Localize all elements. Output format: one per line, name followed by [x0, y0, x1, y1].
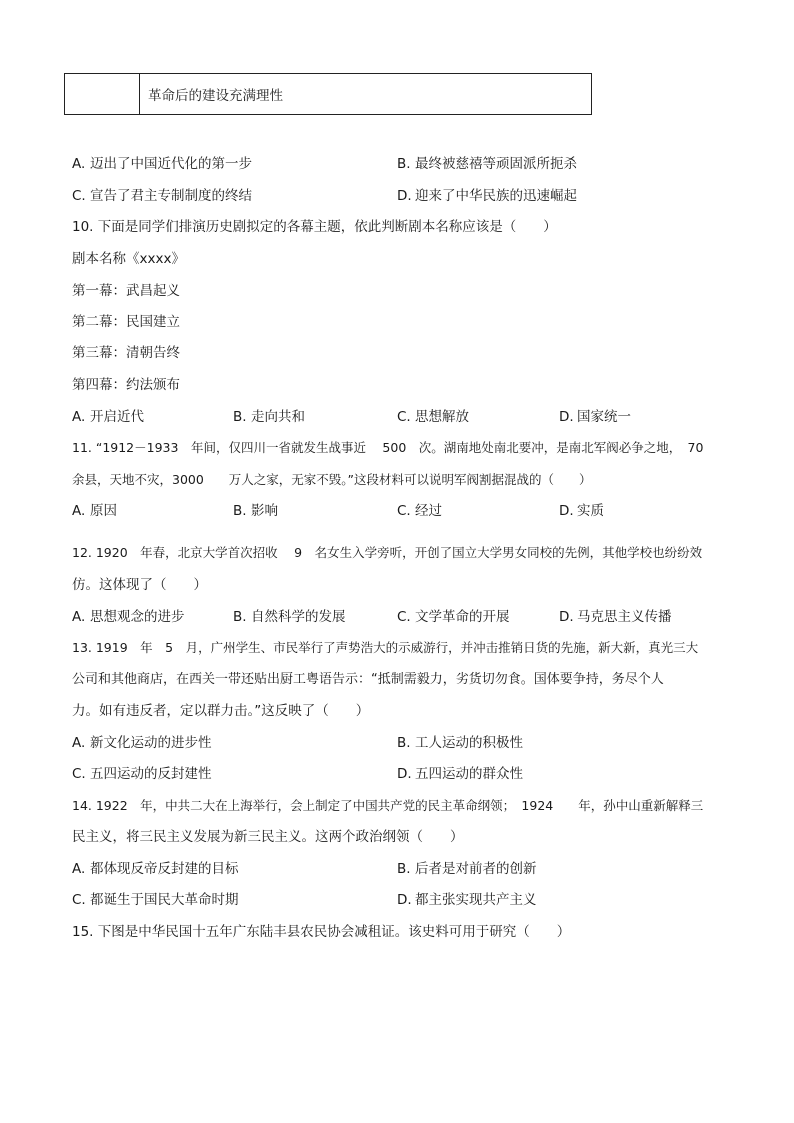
q10-option-d[interactable]: D. 国家统一: [559, 409, 631, 425]
q11-option-b[interactable]: B. 影响: [233, 503, 278, 519]
q14-option-b[interactable]: B. 后者是对前者的创新: [397, 861, 537, 877]
q11-option-c[interactable]: C. 经过: [397, 503, 442, 519]
q10-option-c[interactable]: C. 思想解放: [397, 409, 469, 425]
q13-stem-line-2: 公司和其他商店，在西关一带还贴出厨工粤语告示：“抵制需毅力，劣货切勿食。国体要争持，务尽个人: [72, 672, 664, 687]
q12-stem-line-1: 12. 1920 年春，北京大学首次招收 9 名女生入学旁听，开创了国立大学男女同校的先例，其他学校也纷纷效: [72, 545, 703, 560]
q13-option-a[interactable]: A. 新文化运动的进步性: [72, 735, 212, 751]
q13-option-c[interactable]: C. 五四运动的反封建性: [72, 766, 212, 782]
q13-option-b[interactable]: B. 工人运动的积极性: [397, 735, 523, 751]
q12-option-c[interactable]: C. 文学革命的开展: [397, 609, 510, 625]
table-row-text: 革命后的建设充满理性: [148, 88, 283, 104]
q9-option-c[interactable]: C. 宣告了君主专制制度的终结: [72, 188, 252, 204]
q10-option-b[interactable]: B. 走向共和: [233, 409, 305, 425]
q10-stem: 10. 下面是同学们排演历史剧拟定的各幕主题，依此判断剧本名称应该是（ ）: [72, 219, 557, 235]
q10-option-a[interactable]: A. 开启近代: [72, 409, 144, 425]
q11-option-a[interactable]: A. 原因: [72, 503, 117, 519]
q14-option-d[interactable]: D. 都主张实现共产主义: [397, 892, 537, 908]
q9-option-d[interactable]: D. 迎来了中华民族的迅速崛起: [397, 188, 577, 204]
comparison-table: [64, 73, 592, 115]
q14-option-c[interactable]: C. 都诞生于国民大革命时期: [72, 892, 239, 908]
table-cell-empty: [65, 74, 140, 114]
q14-stem-line-1: 14. 1922 年，中共二大在上海举行，会上制定了中国共产党的民主革命纲领； 1924 年，孙中山重新解释三: [72, 798, 704, 813]
q10-script-title: 剧本名称《xxxx》: [72, 251, 185, 267]
q12-option-d[interactable]: D. 马克思主义传播: [559, 609, 672, 625]
q11-stem-line-1: 11. “1912－1933 年间，仅四川一省就发生战事近 500 次。湖南地处南北要冲，是南北军阀必争之地， 70: [72, 440, 704, 455]
q10-act-2: 第二幕：民国建立: [72, 314, 180, 330]
q11-stem-line-2: 余县，天地不灾，3000 万人之家，无家不毁。”这段材料可以说明军阀割据混战的（ ）: [72, 472, 592, 487]
q13-stem-line-3: 力。如有违反者，定以群力击。”这反映了（ ）: [72, 703, 370, 719]
q10-act-1: 第一幕：武昌起义: [72, 283, 180, 299]
q15-stem: 15. 下图是中华民国十五年广东陆丰县农民协会减租证。该史料可用于研究（ ）: [72, 924, 571, 940]
q14-stem-line-2: 民主义，将三民主义发展为新三民主义。这两个政治纲领（ ）: [72, 829, 464, 845]
q9-option-b[interactable]: B. 最终被慈禧等顽固派所扼杀: [397, 156, 577, 172]
q13-option-d[interactable]: D. 五四运动的群众性: [397, 766, 523, 782]
q9-option-a[interactable]: A. 迈出了中国近代化的第一步: [72, 156, 252, 172]
q11-option-d[interactable]: D. 实质: [559, 503, 604, 519]
q14-option-a[interactable]: A. 都体现反帝反封建的目标: [72, 861, 239, 877]
q12-option-b[interactable]: B. 自然科学的发展: [233, 609, 346, 625]
q10-act-4: 第四幕：约法颁布: [72, 377, 180, 393]
q12-stem-line-2: 仿。这体现了（ ）: [72, 577, 207, 593]
q10-act-3: 第三幕：清朝告终: [72, 345, 180, 361]
table-cell: [140, 74, 591, 114]
q12-option-a[interactable]: A. 思想观念的进步: [72, 609, 185, 625]
q13-stem-line-1: 13. 1919 年 5 月，广州学生、市民举行了声势浩大的示威游行，并冲击推销日货的先施，新大新，真光三大: [72, 640, 699, 655]
